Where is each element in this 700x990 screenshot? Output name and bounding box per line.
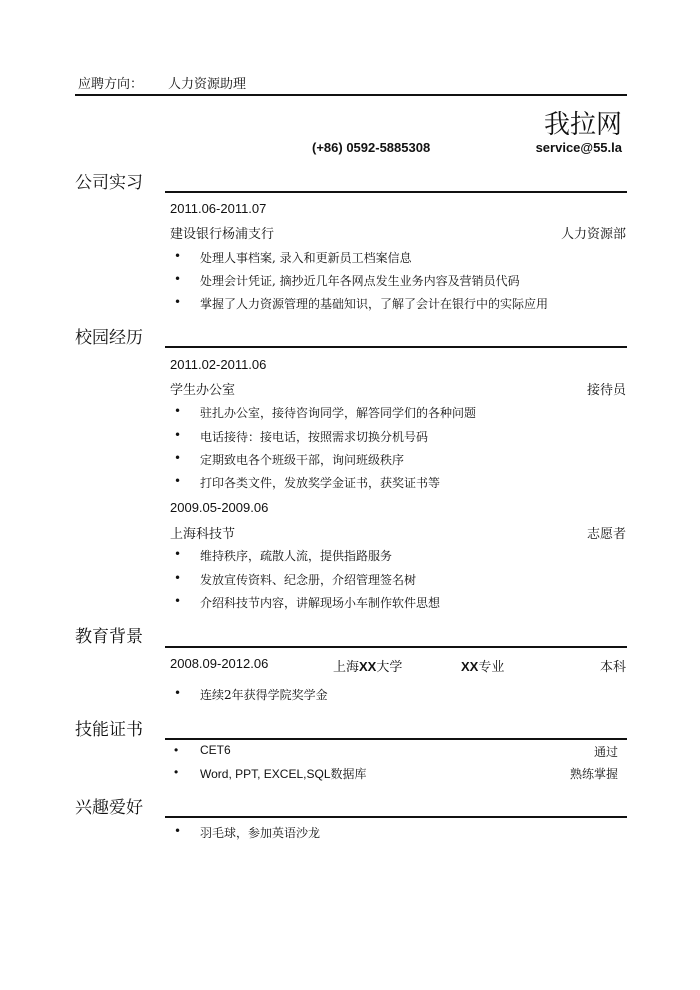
position-value: 人力资源助理 [168,77,247,92]
internship-role: 人力资源部 [560,227,626,242]
list-item: • 驻扎办公室，接待咨询同学，解答同学们的各种问题 [200,404,476,421]
campus-org-2: 上海科技节 [170,527,236,542]
list-item: • 维持秩序，疏散人流，提供指路服务 [200,547,392,564]
skill-level: 熟练掌握 [569,767,618,781]
applicant-name: 我拉网 [543,110,622,140]
campus-dates-2: 2009.05-2009.06 [170,500,269,515]
internship-org: 建设银行杨浦支行 [170,227,275,242]
list-item: • 羽毛球，参加英语沙龙 [200,824,320,841]
phone-number: (+86) 0592-5885308 [312,140,431,155]
skill-name: • CET6 [200,743,231,757]
position-label: 应聘方向： [78,77,144,92]
campus-role-2: 志愿者 [586,527,626,542]
hobbies-section-title: 兴趣爱好 [75,798,143,818]
list-item: • 介绍科技节内容，讲解现场小车制作软件思想 [200,594,440,611]
campus-divider [165,346,627,348]
hobbies-divider [165,816,627,818]
campus-role-1: 接待员 [586,383,626,398]
skill-name: • Word, PPT, EXCEL,SQL数据库 [200,765,367,782]
list-item: • 掌握了人力资源管理的基础知识，了解了会计在银行中的实际应用 [200,295,548,312]
internship-divider [165,191,627,193]
campus-org-1: 学生办公室 [170,383,236,398]
header-divider [75,94,627,96]
list-item: • 打印各类文件，发放奖学金证书，获奖证书等 [200,474,440,491]
list-item: • 电话接待：接电话，按照需求切换分机号码 [200,428,428,445]
education-section-title: 教育背景 [75,627,143,647]
education-dates: 2008.09-2012.06 [170,656,269,671]
education-degree: 本科 [599,660,626,675]
campus-section-title: 校园经历 [75,328,143,348]
list-item: • 发放宣传资料、纪念册，介绍管理签名树 [200,571,416,588]
list-item: • 处理会计凭证, 摘抄近几年各网点发生业务内容及营销员代码 [200,272,520,289]
email-address: service@55.la [535,140,622,155]
list-item: • 连续2年获得学院奖学金 [200,686,328,703]
skills-divider [165,738,627,740]
education-school: 上海XX大学 [333,659,403,675]
internship-section-title: 公司实习 [75,173,143,193]
list-item: • 定期致电各个班级干部，询问班级秩序 [200,451,404,468]
education-divider [165,646,627,648]
campus-dates-1: 2011.02-2011.06 [170,357,267,372]
skill-level: 通过 [593,745,618,759]
skills-section-title: 技能证书 [75,720,143,740]
education-major: XX专业 [461,659,505,675]
internship-dates: 2011.06-2011.07 [170,201,267,216]
list-item: • 处理人事档案, 录入和更新员工档案信息 [200,249,412,266]
